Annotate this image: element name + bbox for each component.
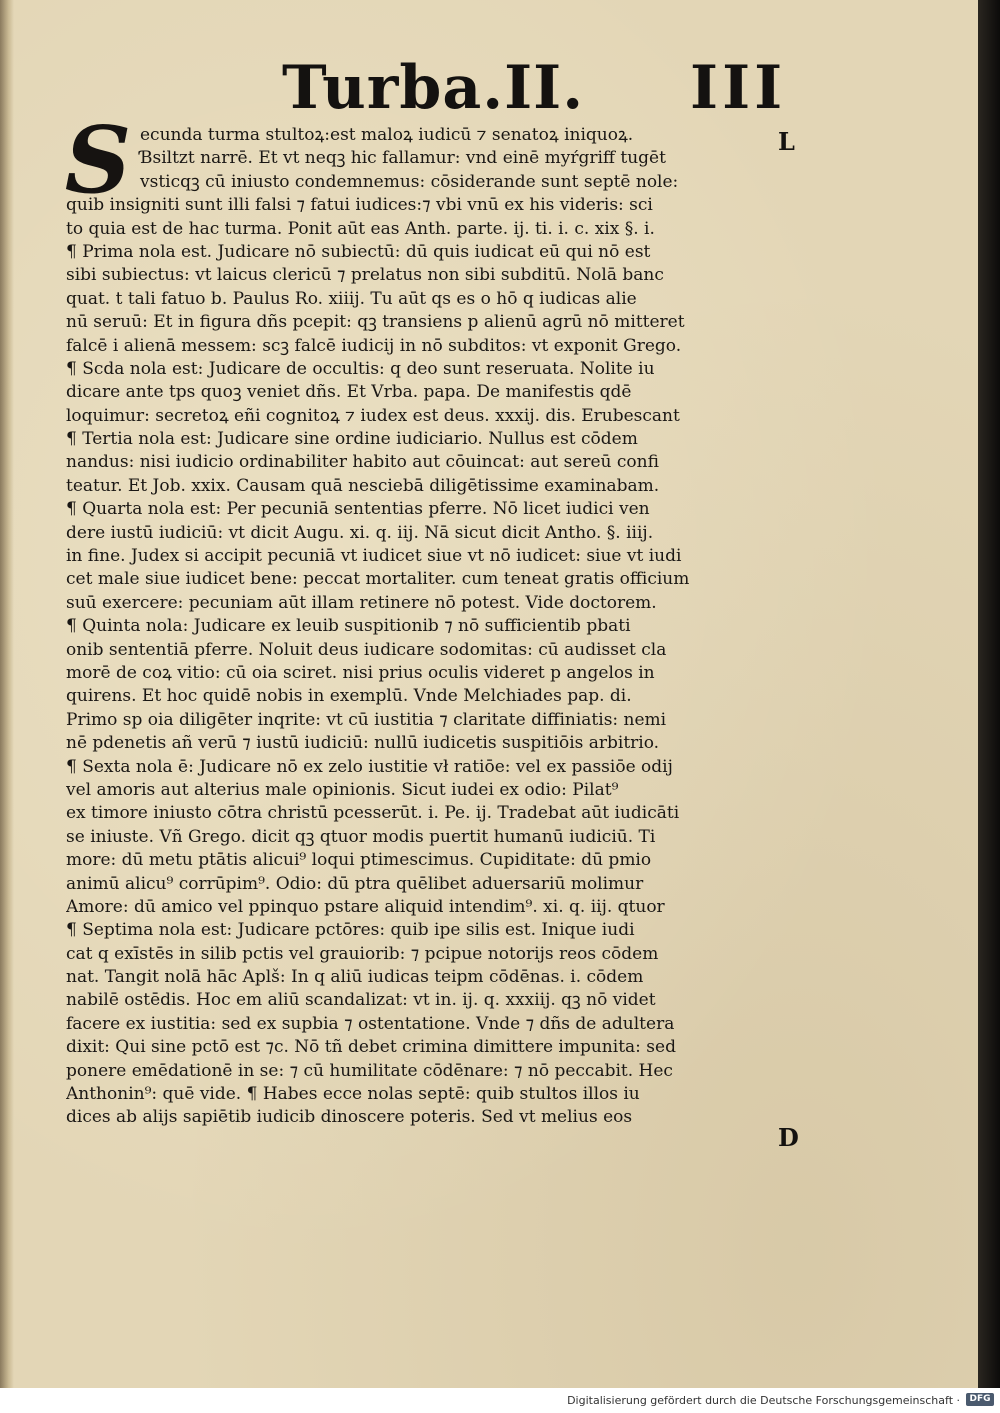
text-line: Anthonin⁹: quē vide. ¶ Habes ecce nolas septē: quib stultos illos iu (66, 1084, 640, 1105)
margin-mark: D (778, 1123, 799, 1152)
text-line: nandus: nisi iudicio ordinabiliter habito aut cōuincat: aut sereū confi (66, 452, 659, 473)
text-line: nū seruū: Et in figura dñs pcepit: qꝫ transiens p alienū agrū nō mitteret (66, 312, 685, 333)
funding-credit: Digitalisierung gefördert durch die Deutsche Forschungsgemeinschaft · (567, 1394, 960, 1407)
main-text-block (66, 124, 770, 1130)
folio-number: III (690, 53, 787, 123)
scan-dark-border (978, 0, 1000, 1388)
text-line: teatur. Et Job. xxix. Causam quā nesciebā diligētissime examinabam. (66, 475, 660, 496)
text-line: in fine. Judex si accipit pecuniā vt iudicet siue vt nō iudicet: siue vt iudi (66, 546, 682, 567)
text-line: onib sententiā pferre. Noluit deus iudicare sodomitas: cū audisset cla (66, 639, 667, 660)
text-line: suū exercere: pecuniam aūt illam retinere nō potest. Vide doctorem. (66, 592, 657, 613)
text-line: ¶ Scda nola est: Judicare de occultis: q deo sunt reseruata. Nolite iu (66, 358, 655, 379)
text-line: ponere emēdationē in se: ⁊ cū humilitate cōdēnare: ⁊ nō peccabit. Hec (66, 1060, 673, 1081)
text-line: more: dū metu ptātis alicui⁹ loqui ptimescimus. Cupiditate: dū pmio (66, 850, 652, 871)
text-line: se iniuste. Vñ Grego. dicit qꝫ qtuor modis puertit humanū iudiciū. Ti (66, 826, 656, 847)
text-line: morē de coꝝ vitio: cū oia sciret. nisi prius oculis videret p angelos in (66, 662, 655, 683)
text-line: sibi subiectus: vt laicus clericū ⁊ prelatus non sibi subditū. Nolā banc (66, 265, 664, 286)
text-line: ¶ Sexta nola ē: Judicare nō ex zelo iustitie vł ratiōe: vel ex passiōe odij (66, 756, 673, 777)
text-line: to quia est de hac turma. Ponit aūt eas Anth. parte. ij. ti. i. c. xix §. i. (66, 218, 655, 239)
text-line: Amore: dū amico vel ppinquo pstare aliquid intendim⁹. xi. q. iij. qtuor (66, 896, 665, 917)
text-line: quirens. Et hoc quidē nobis in exemplū. Vnde Melchiades pap. di. (66, 686, 632, 707)
text-line: vel amoris aut alterius male opinionis. Sicut iudei ex odio: Pilat⁹ (66, 779, 619, 800)
text-line: ¶ Septima nola est: Judicare pctōres: quib ipe silis est. Inique iudi (66, 920, 635, 941)
page-heading: Turba.II. (282, 53, 585, 123)
text-line: ¶ Quarta nola est: Per pecuniā sententias pferre. Nō licet iudici ven (66, 499, 650, 520)
drop-cap-initial: S (64, 106, 132, 214)
text-line: falcē i alienā messem: scꝫ falcē iudicij in nō subditos: vt exponit Grego. (66, 335, 682, 356)
text-line: dices ab alijs sapiētib iudicib dinoscere poteris. Sed vt melius eos (66, 1107, 633, 1128)
text-line: cat q exīstēs in silib pctis vel grauiorib: ⁊ pcipue notorijs reos cōdem (66, 943, 659, 964)
text-line: nē pdenetis añ verū ⁊ iustū iudiciū: nullū iudicetis suspitiōis arbitrio. (66, 733, 660, 754)
digitization-footer (0, 1388, 1000, 1413)
text-line: ecunda turma stultoꝝ:est maloꝝ iudicū ⁊ senatoꝝ iniquoꝝ. (140, 125, 634, 145)
text-line: ¶ Prima nola est. Judicare nō subiectū: dū quis iudicat eū qui nō est (66, 241, 651, 262)
text-line: animū alicu⁹ corrūpim⁹. Odio: dū ptra quēlibet aduersariū molimur (66, 873, 644, 894)
text-line: dicare ante tps quoꝫ veniet dñs. Et Vrba. papa. De manifestis qdē (66, 382, 632, 403)
text-line: quat. t tali fatuo b. Paulus Ro. xiiij. Tu aūt qs es o hō q iudicas alie (66, 288, 637, 309)
text-line: ¶ Tertia nola est: Judicare sine ordine iudiciario. Nullus est cōdem (66, 429, 638, 450)
page-left-edge (0, 0, 14, 1388)
text-line: dere iustū iudiciū: vt dicit Augu. xi. q. iij. Nā sicut dicit Antho. §. iiij. (66, 522, 654, 543)
text-line: nat. Tangit nolā hāc Aplš: In q aliū iudicas teipm cōdēnas. i. cōdem (66, 967, 644, 988)
text-line: cet male siue iudicet bene: peccat mortaliter. cum teneat gratis officium (66, 569, 690, 590)
text-line: facere ex iustitia: sed ex supbia ⁊ ostentatione. Vnde ⁊ dñs de adultera (66, 1013, 675, 1034)
text-line: Primo sp oia diligēter inqrite: vt cū iustitia ⁊ claritate diffiniatis: nemi (66, 709, 667, 730)
text-line: ex timore iniusto cōtra christū pcesserūt. i. Pe. ij. Tradebat aūt iudicāti (66, 803, 680, 824)
margin-mark: L (778, 127, 795, 156)
text-line: ¶ Quinta nola: Judicare ex leuib suspitionib ⁊ nō sufficientib pbati (66, 616, 631, 637)
text-line: nabilē ostēdis. Hoc em aliū scandalizat: vt in. ij. q. xxxiij. qꝫ nō videt (66, 990, 656, 1011)
text-line: quib insigniti sunt illi falsi ⁊ fatui iudices:⁊ vbi vnū ex his videris: sci (66, 195, 653, 216)
dfg-logo: DFG (966, 1393, 994, 1406)
text-line: dixit: Qui sine pctō est ⁊c. Nō tñ debet crimina dimittere impunita: sed (66, 1037, 676, 1058)
text-line: Ɓsiltzt narrē. Et vt neqꝫ hic fallamur: vnd einē myŕgriff tugēt (140, 148, 666, 169)
text-line: vsticqꝫ cū iniusto condemnemus: cōsiderande sunt septē nole: (140, 171, 679, 192)
text-line: loquimur: secretoꝝ eñi cognitoꝝ ⁊ iudex est deus. xxxij. dis. Erubescant (66, 405, 680, 426)
